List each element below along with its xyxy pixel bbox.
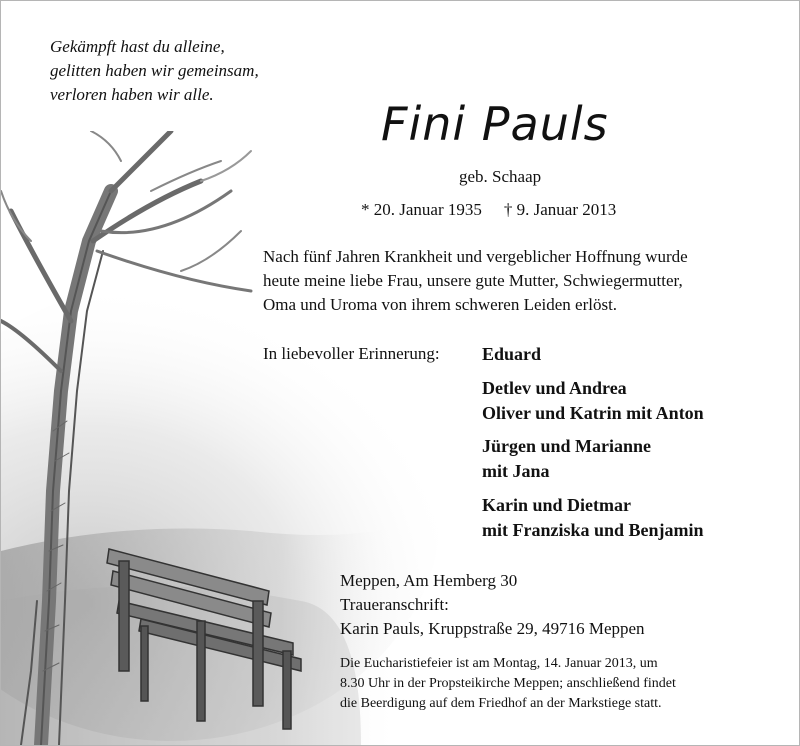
mourner-name: Eduard [482, 344, 542, 364]
mourner-group [482, 376, 704, 426]
deceased-name: Fini Pauls [381, 97, 609, 151]
motto-line: gelitten haben wir gemeinsam, [50, 61, 259, 80]
death-date: † 9. Januar 2013 [503, 200, 617, 219]
service-line: die Beerdigung auf dem Friedhof an der Markstiege statt. [340, 696, 662, 711]
maiden-name: geb. Schaap [459, 167, 542, 186]
mourner-group [482, 493, 704, 543]
tree-bench-illustration [1, 131, 441, 745]
life-dates [361, 200, 616, 220]
mourner-name: Oliver und Katrin mit Anton [482, 403, 704, 423]
announcement-line: Oma und Uroma von ihrem schweren Leiden erlöst. [263, 295, 618, 314]
mourner-group [482, 434, 651, 484]
motto-verse [50, 35, 259, 107]
mourning-address [340, 569, 645, 641]
service-line: Die Eucharistiefeier ist am Montag, 14. Januar 2013, um [340, 656, 658, 671]
mourner-group [482, 342, 541, 367]
motto-line: verloren haben wir alle. [50, 85, 214, 104]
motto-line: Gekämpft hast du alleine, [50, 37, 225, 56]
mourner-name: Karin und Dietmar [482, 495, 632, 515]
birth-date: * 20. Januar 1935 [361, 200, 482, 219]
mourner-name: mit Franziska und Benjamin [482, 520, 704, 540]
mourner-name: Jürgen und Marianne [482, 436, 652, 456]
service-line: 8.30 Uhr in der Propsteikirche Meppen; anschließend findet [340, 676, 676, 691]
announcement-text [263, 245, 688, 317]
mourner-name: mit Jana [482, 461, 550, 481]
address-line: Traueranschrift: [340, 595, 449, 614]
address-line: Karin Pauls, Kruppstraße 29, 49716 Meppen [340, 619, 645, 638]
address-line: Meppen, Am Hemberg 30 [340, 571, 518, 590]
mourner-name: Detlev und Andrea [482, 378, 627, 398]
funeral-service-notice [340, 654, 676, 714]
mourners-label: In liebevoller Erinnerung: [263, 344, 440, 363]
announcement-line: Nach fünf Jahren Krankheit und vergeblicher Hoffnung wurde [263, 247, 688, 266]
announcement-line: heute meine liebe Frau, unsere gute Mutter, Schwiegermutter, [263, 271, 683, 290]
